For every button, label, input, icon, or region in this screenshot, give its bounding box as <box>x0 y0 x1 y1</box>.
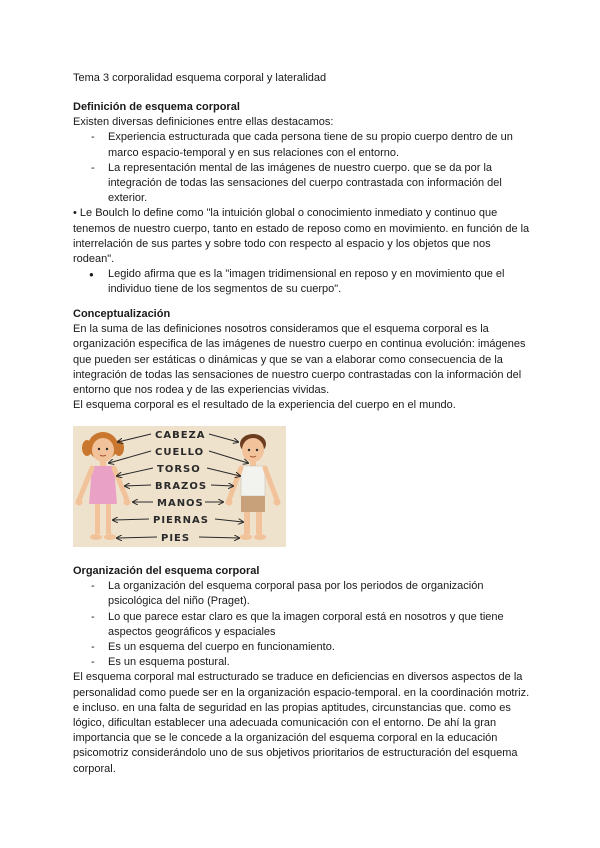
label-cabeza: CABEZA <box>155 430 206 441</box>
conceptualizacion-closing: El esquema corporal es el resultado de la experiencia del cuerpo en el mundo. <box>73 399 456 412</box>
illustration-svg <box>73 426 286 547</box>
boy-shirt <box>241 466 265 496</box>
definicion-intro: Existen diversas definiciones entre ellas destacamos: <box>73 116 334 129</box>
boy-shorts <box>241 496 265 512</box>
label-manos: MANOS <box>157 498 204 509</box>
organizacion-paragraph: El esquema corporal mal estructurado se traduce en deficiencias en diversos aspectos de la personalidad como puede ser en la organización espacio-temporal. en la coordinación motriz. e incluso. en una falta de seguridad en las propias aptitudes, circunstancias que. como es lógico, dificultan establecer una adecuada comunicación con el entorno. De ahí la gran importancia que se le concede a la organización del esquema corporal en la educación psicomotriz considerándolo uno de sus objetivos prioritarios de estructuración del esquema corporal. <box>73 671 530 775</box>
definicion-list <box>73 130 533 206</box>
body-part-labels <box>153 430 209 544</box>
boy-figure <box>226 434 281 540</box>
list-item: - La representación mental de las imágenes de nuestro cuerpo. que se da por la integración de todas las sensaciones del cuerpo contrastada con información del exterior. <box>73 161 533 207</box>
section-definicion <box>73 100 533 298</box>
girl-face <box>92 438 114 462</box>
heading-definicion: Definición de esquema corporal <box>73 101 240 113</box>
body-parts-illustration <box>73 426 286 547</box>
label-pies: PIES <box>161 533 191 544</box>
label-torso: TORSO <box>157 464 201 475</box>
le-boulch-paragraph: • Le Boulch lo define como "la intuición global o conocimiento inmediato y continuo que tenemos de nuestro cuerpo, tanto en estado de reposo como en movimiento. en función de la interrelación de sus partes y sobre todo con respecto al espacio y los objetos que nos rodean". <box>73 207 530 266</box>
label-brazos: BRAZOS <box>155 481 208 492</box>
girl-dress <box>89 466 117 504</box>
heading-organizacion: Organización del esquema corporal <box>73 565 260 577</box>
heading-conceptualizacion: Conceptualización <box>73 308 171 320</box>
organizacion-list <box>73 579 533 670</box>
section-conceptualizacion <box>73 307 533 413</box>
boy-face <box>242 438 264 462</box>
girl-figure <box>76 432 131 540</box>
list-item: - Es un esquema postural. <box>73 655 533 670</box>
legido-list <box>73 267 533 297</box>
conceptualizacion-paragraph: En la suma de las definiciones nosotros consideramos que el esquema corporal es la organización especifica de las imágenes de nuestro cuerpo en continua evolución: imágenes que pueden ser estáticas o dinámicas y que se van a elaborar como consecuencia de la integración de todas las sensaciones de nuestro cuerpo contrastadas con la información del entorno que nos rodea y de las experiencias vividas. <box>73 323 526 397</box>
section-organizacion <box>73 564 533 777</box>
list-item: ● Legido afirma que es la "imagen tridimensional en reposo y en movimiento que el individuo tiene de los segmentos de su cuerpo". <box>73 267 533 297</box>
list-item: - Es un esquema del cuerpo en funcionamiento. <box>73 640 533 655</box>
list-item: - Experiencia estructurada que cada persona tiene de su propio cuerpo dentro de un marco espacio-temporal y en sus relaciones con el entorno. <box>73 130 533 160</box>
label-piernas: PIERNAS <box>153 515 209 526</box>
list-item: - La organización del esquema corporal pasa por los periodos de organización psicológica del niño (Praget). <box>73 579 533 609</box>
label-cuello: CUELLO <box>155 447 205 458</box>
list-item: - Lo que parece estar claro es que la imagen corporal está en nosotros y que tiene aspectos geográficos y espaciales <box>73 610 533 640</box>
document-title: Tema 3 corporalidad esquema corporal y lateralidad <box>73 72 327 84</box>
